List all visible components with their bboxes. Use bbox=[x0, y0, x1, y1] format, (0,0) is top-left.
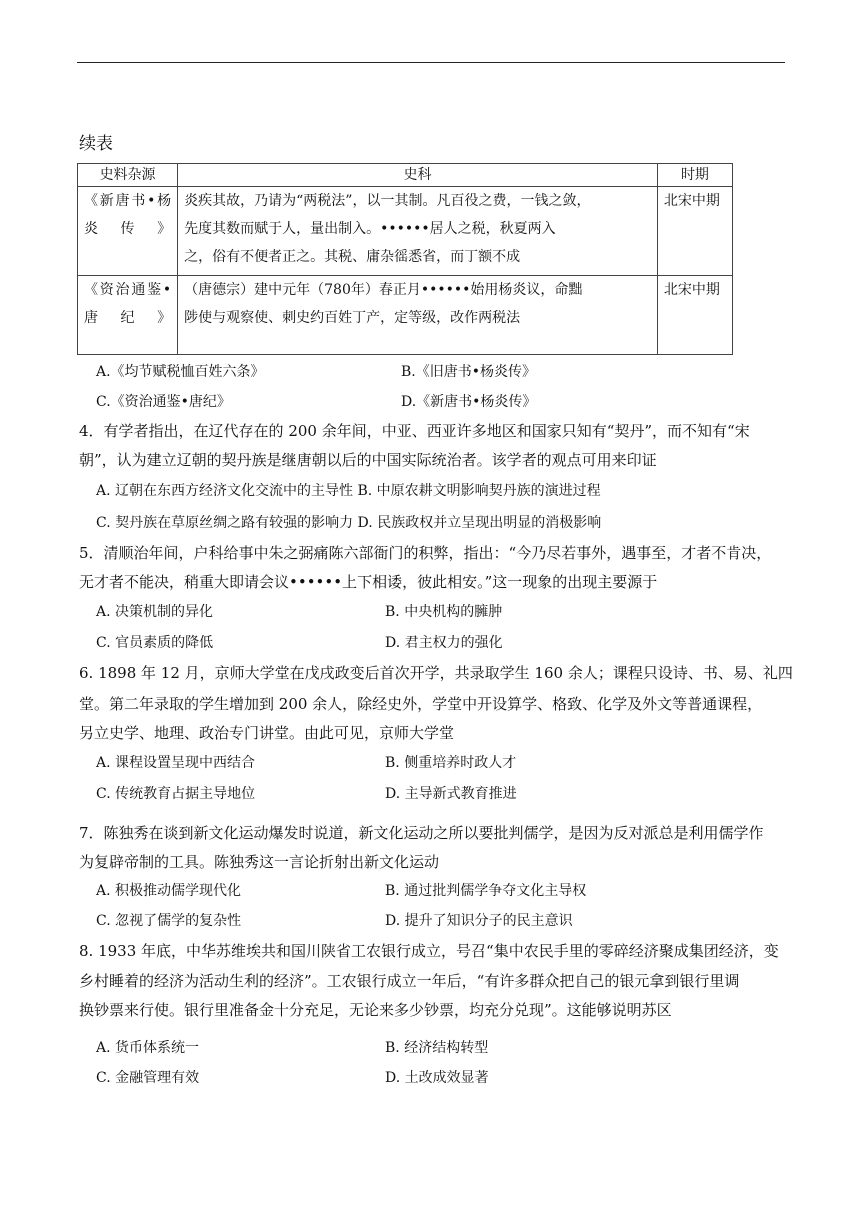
q3-option-b[interactable]: B.《旧唐书•杨炎传》 bbox=[401, 364, 536, 380]
table-header-cell: 史科 bbox=[178, 164, 658, 187]
q3-option-d[interactable]: D.《新唐书•杨炎传》 bbox=[401, 394, 537, 410]
period-cell: 北宋中期 bbox=[657, 187, 732, 276]
q5-option-b[interactable]: B. 中央机构的臃肿 bbox=[385, 604, 503, 620]
q8-stem-line: 8. 1933 年底，中华苏维埃共和国川陕省工农银行成立，号召“集中农民手里的零碎经济聚成集团经济，变 bbox=[79, 942, 779, 960]
excerpt-line: （唐德宗）建中元年（780年）春正月••••••始用杨炎议，命黜 bbox=[184, 282, 583, 298]
q6-option-b[interactable]: B. 侧重培养时政人才 bbox=[385, 755, 517, 771]
header-rule bbox=[77, 62, 785, 63]
table-header-cell: 史料杂源 bbox=[78, 164, 178, 187]
q8-option-a[interactable]: A. 货币体系统一 bbox=[96, 1040, 200, 1056]
excerpt-line: 之，俗有不便者正之。其税、庸杂徭悉省，而丁额不成 bbox=[184, 249, 521, 265]
q8-option-d[interactable]: D. 土改成效显著 bbox=[385, 1070, 489, 1086]
q6-option-d[interactable]: D. 主导新式教育推进 bbox=[385, 786, 517, 802]
excerpt-line: 陟使与观察使、刺史约百姓丁产，定等级，改作两税法 bbox=[184, 310, 521, 326]
q5-option-d[interactable]: D. 君主权力的强化 bbox=[385, 635, 503, 651]
q7-option-a[interactable]: A. 积极推动儒学现代化 bbox=[96, 883, 242, 899]
q8-option-c[interactable]: C. 金融管理有效 bbox=[96, 1070, 200, 1086]
q7-stem-line: 7．陈独秀在谈到新文化运动爆发时说道，新文化运动之所以要批判儒学，是因为反对派总是利用儒学作 bbox=[79, 824, 764, 842]
q5-option-c[interactable]: C. 官员素质的降低 bbox=[96, 635, 214, 651]
q3-option-c[interactable]: C.《资治通鉴•唐纪》 bbox=[96, 394, 231, 410]
source-table bbox=[77, 163, 733, 355]
q5-stem-line: 无才者不能决，稍重大即请会议••••••上下相诿，彼此相安。”这一现象的出现主要源于 bbox=[79, 573, 658, 591]
q4-stem-line: 4．有学者指出，在辽代存在的 200 余年间，中亚、西亚许多地区和国家只知有“契丹”，而不知有“宋 bbox=[79, 422, 750, 440]
q4-stem-line: 朝”，认为建立辽朝的契丹族是继唐朝以后的中国实际统治者。该学者的观点可用来印证 bbox=[79, 451, 657, 469]
table-row bbox=[78, 276, 733, 355]
q7-option-c[interactable]: C. 忽视了儒学的复杂性 bbox=[96, 913, 242, 929]
q8-stem-line: 换钞票来行使。银行里准备金十分充足，无论来多少钞票，均充分兑现”。这能够说明苏区 bbox=[79, 1001, 672, 1019]
q4-options-ab[interactable]: A. 辽朝在东西方经济文化交流中的主导性 B. 中原农耕文明影响契丹族的演进过程 bbox=[96, 483, 601, 499]
table-header-row bbox=[78, 164, 733, 187]
table-header-cell: 时期 bbox=[657, 164, 732, 187]
q6-stem-line: 另立史学、地理、政治专门讲堂。由此可见，京师大学堂 bbox=[79, 724, 455, 742]
q8-stem-line: 乡村睡着的经济为活动生利的经济”。工农银行成立一年后，“有许多群众把自己的银元拿到银行里调 bbox=[79, 972, 740, 990]
excerpt-cell bbox=[178, 276, 658, 355]
q6-option-c[interactable]: C. 传统教育占据主导地位 bbox=[96, 786, 256, 802]
q5-option-a[interactable]: A. 决策机制的异化 bbox=[96, 604, 214, 620]
excerpt-line: 炎疾其故，乃请为“两税法”，以一其制。凡百役之费，一钱之敛， bbox=[184, 193, 591, 209]
q7-option-d[interactable]: D. 提升了知识分子的民主意识 bbox=[385, 913, 573, 929]
q6-stem-line: 堂。第二年录取的学生增加到 200 余人，除经史外，学堂中开设算学、格致、化学及外文等普通课程， bbox=[79, 695, 763, 713]
q7-option-b[interactable]: B. 通过批判儒学争夺文化主导权 bbox=[385, 883, 587, 899]
table-row bbox=[78, 187, 733, 276]
q8-option-b[interactable]: B. 经济结构转型 bbox=[385, 1040, 489, 1056]
q6-option-a[interactable]: A. 课程设置呈现中西结合 bbox=[96, 755, 256, 771]
period-cell: 北宋中期 bbox=[657, 276, 732, 355]
q6-stem-line: 6. 1898 年 12 月，京师大学堂在戊戌政变后首次开学，共录取学生 160 余人；课程只设诗、书、易、礼四 bbox=[79, 664, 793, 682]
excerpt-line: 先度其数而赋于人，量出制入。••••••居人之税，秋夏两入 bbox=[184, 221, 556, 237]
q5-stem-line: 5．清顺治年间，户科给事中朱之弼痛陈六部衙门的积弊，指出：“今乃尽若事外，遇事至，才者不肯决， bbox=[79, 544, 772, 562]
source-cell: 《资治通鉴•唐纪》 bbox=[78, 276, 178, 355]
table-title: 续表 bbox=[79, 134, 113, 154]
source-cell: 《新唐书•杨炎传》 bbox=[78, 187, 178, 276]
excerpt-cell bbox=[178, 187, 658, 276]
q7-stem-line: 为复辟帝制的工具。陈独秀这一言论折射出新文化运动 bbox=[79, 853, 440, 871]
q3-option-a[interactable]: A.《均节赋税恤百姓六条》 bbox=[96, 364, 265, 380]
q4-options-cd[interactable]: C. 契丹族在草原丝绸之路有较强的影响力 D. 民族政权并立呈现出明显的消极影响 bbox=[96, 515, 602, 531]
